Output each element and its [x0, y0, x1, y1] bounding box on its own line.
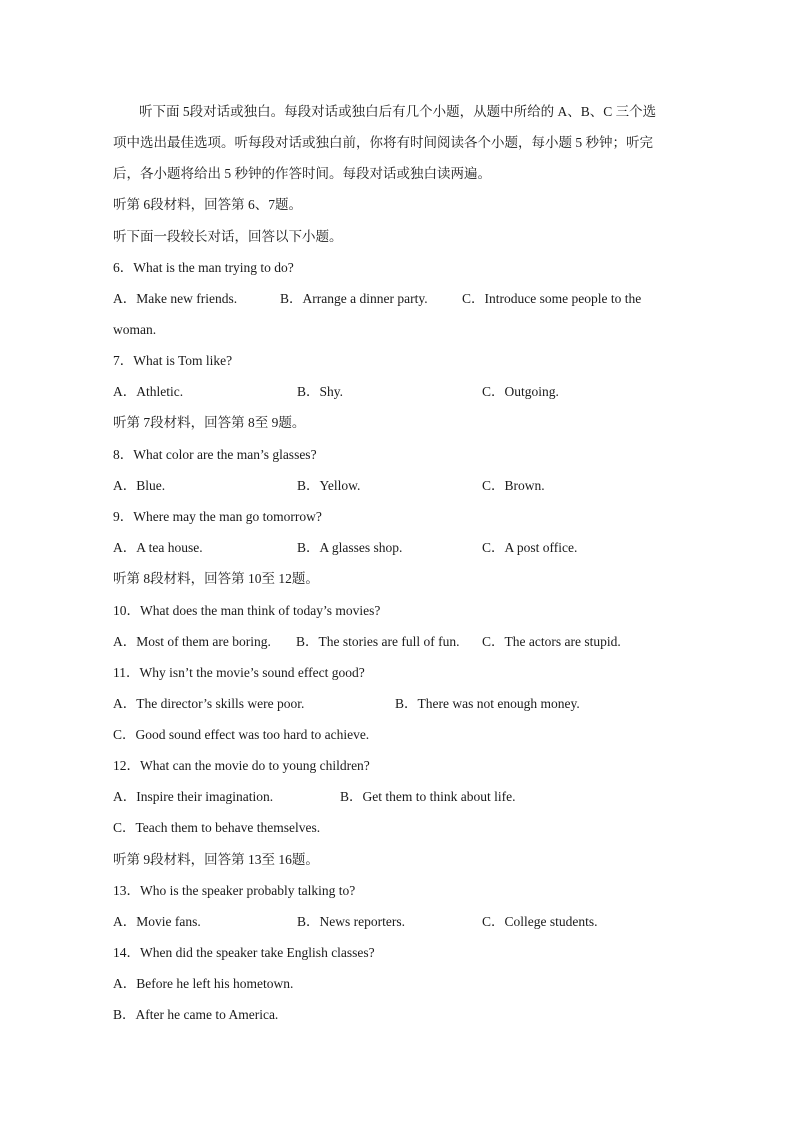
question-11-option-a: A．The director’s skills were poor. — [113, 696, 305, 711]
question-7-stem: 7．What is Tom like? — [113, 353, 233, 368]
question-12-option-b: B．Get them to think about life. — [340, 789, 516, 804]
question-13-option-b: B．News reporters. — [297, 914, 405, 929]
intro-line-2: 项中选出最佳选项。听每段对话或独白前，你将有时间阅读各个小题，每小题 5 秒钟；听完 — [113, 135, 653, 150]
question-11-stem: 11．Why isn’t the movie’s sound effect good? — [113, 665, 365, 680]
question-14-option-a: A．Before he left his hometown. — [113, 976, 294, 991]
question-10-option-a: A．Most of them are boring. — [113, 634, 271, 649]
question-9-option-c: C．A post office. — [482, 540, 578, 555]
question-13-option-c: C．College students. — [482, 914, 598, 929]
question-7-option-c: C．Outgoing. — [482, 384, 559, 399]
section-9-header: 听第 9段材料，回答第 13至 16题。 — [113, 852, 319, 867]
question-9-option-b: B．A glasses shop. — [297, 540, 403, 555]
question-12-option-c: C．Teach them to behave themselves. — [113, 820, 321, 835]
intro-line-1: 听下面 5段对话或独白。每段对话或独白后有几个小题，从题中所给的 A、B、C 三个选 — [139, 104, 657, 119]
question-8-option-c: C．Brown. — [482, 478, 545, 493]
question-10-option-c: C．The actors are stupid. — [482, 634, 621, 649]
question-10-option-b: B．The stories are full of fun. — [296, 634, 460, 649]
section-6-subheader: 听下面一段较长对话，回答以下小题。 — [113, 229, 343, 244]
question-6-option-c: C．Introduce some people to the — [462, 291, 642, 306]
section-8-header: 听第 8段材料，回答第 10至 12题。 — [113, 571, 319, 586]
question-14-option-b: B．After he came to America. — [113, 1007, 279, 1022]
section-6-header: 听第 6段材料，回答第 6、7题。 — [113, 197, 302, 212]
section-7-header: 听第 7段材料，回答第 8至 9题。 — [113, 415, 306, 430]
question-13-option-a: A．Movie fans. — [113, 914, 201, 929]
question-11-option-b: B．There was not enough money. — [395, 696, 580, 711]
question-6-option-a: A．Make new friends. — [113, 291, 238, 306]
question-8-option-b: B．Yellow. — [297, 478, 361, 493]
question-12-option-a: A．Inspire their imagination. — [113, 789, 274, 804]
question-7-option-a: A．Athletic. — [113, 384, 184, 399]
question-9-option-a: A．A tea house. — [113, 540, 203, 555]
question-7-option-b: B．Shy. — [297, 384, 344, 399]
intro-line-3: 后，各小题将给出 5 秒钟的作答时间。每段对话或独白读两遍。 — [113, 166, 491, 181]
question-6-option-c-continued: woman. — [113, 322, 157, 337]
question-10-stem: 10．What does the man think of today’s movies? — [113, 603, 381, 618]
question-6-option-b: B．Arrange a dinner party. — [280, 291, 428, 306]
question-9-stem: 9．Where may the man go tomorrow? — [113, 509, 322, 524]
question-11-option-c: C．Good sound effect was too hard to achieve. — [113, 727, 370, 742]
question-8-stem: 8．What color are the man’s glasses? — [113, 447, 317, 462]
question-13-stem: 13．Who is the speaker probably talking to? — [113, 883, 356, 898]
question-12-stem: 12．What can the movie do to young children? — [113, 758, 370, 773]
question-6-stem: 6．What is the man trying to do? — [113, 260, 294, 275]
question-8-option-a: A．Blue. — [113, 478, 166, 493]
question-14-stem: 14．When did the speaker take English classes? — [113, 945, 375, 960]
